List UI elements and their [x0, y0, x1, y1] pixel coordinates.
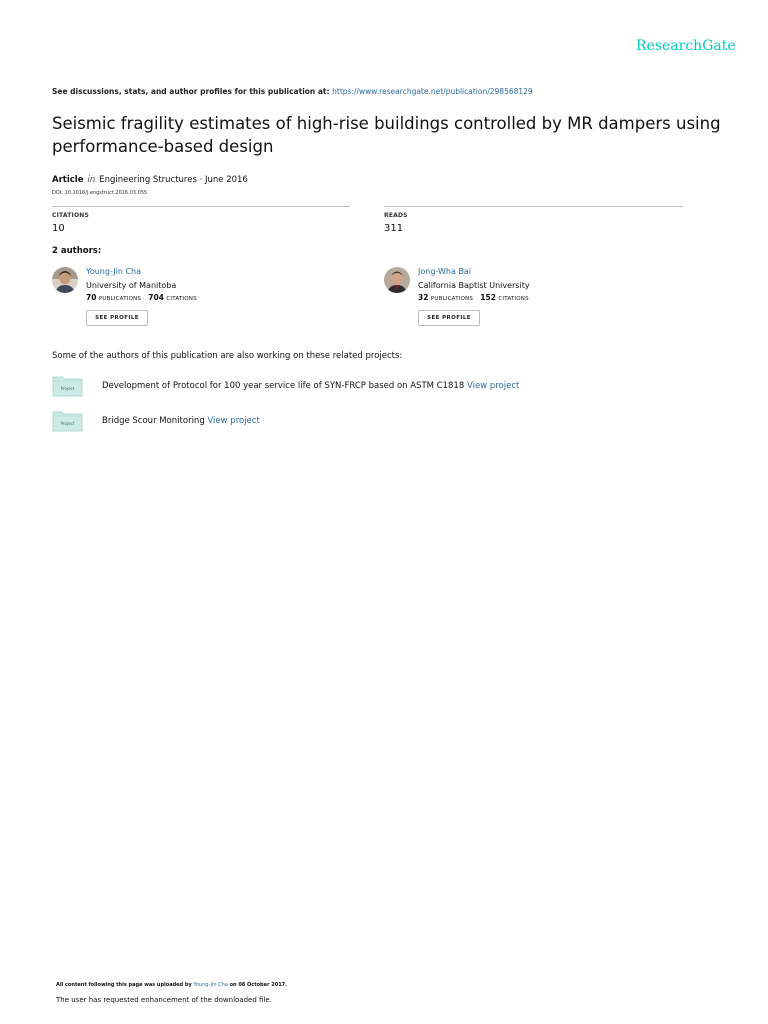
researchgate-logo[interactable]: ResearchGate	[636, 38, 736, 54]
author-stats	[86, 293, 197, 302]
enhancement-note: The user has requested enhancement of the downloaded file.	[56, 996, 272, 1004]
view-project-link[interactable]: View project	[207, 416, 260, 426]
author-stats	[418, 293, 529, 302]
article-meta	[52, 175, 248, 185]
author-name[interactable]: Jong-Wha Bai	[418, 267, 472, 276]
author-citations-label: CITATIONS	[166, 296, 197, 302]
authors-heading: 2 authors:	[52, 246, 102, 256]
publication-url-link[interactable]: https://www.researchgate.net/publication/298568129	[332, 87, 533, 96]
author-photo-icon	[384, 267, 410, 293]
reads-label: READS	[384, 212, 408, 219]
author-photo-icon	[52, 267, 78, 293]
author-institution: California Baptist University	[418, 281, 530, 290]
project-folder-icon[interactable]	[52, 375, 83, 397]
upload-suffix: on 08 October 2017.	[227, 982, 288, 988]
related-projects-heading: Some of the authors of this publication are also working on these related projects:	[52, 351, 403, 361]
citations-label: CITATIONS	[52, 212, 90, 219]
project-title: Bridge Scour Monitoring	[102, 416, 205, 426]
avatar[interactable]	[384, 267, 410, 293]
in-word: in	[87, 175, 96, 185]
reads-count: 311	[384, 223, 404, 234]
project-icon-label: Project	[60, 421, 75, 426]
divider-reads	[384, 206, 683, 207]
divider-citations	[52, 206, 350, 207]
author-publications-count: 70	[86, 293, 97, 302]
author-citations-count: 152	[480, 293, 496, 302]
avatar[interactable]	[52, 267, 78, 293]
project-folder-icon[interactable]	[52, 410, 83, 432]
publication-title: Seismic fragility estimates of high-rise buildings controlled by MR dampers using performance-based design	[52, 114, 721, 156]
article-type: Article	[52, 175, 84, 185]
discussion-line	[52, 87, 533, 96]
see-profile-button[interactable]: SEE PROFILE	[418, 310, 480, 326]
citations-count: 10	[52, 223, 65, 234]
project-icon-label: Project	[60, 386, 75, 391]
journal-date: Engineering Structures · June 2016	[99, 175, 248, 185]
project-title: Development of Protocol for 100 year service life of SYN-FRCP based on ASTM C1818	[102, 381, 465, 391]
doi: DOI: 10.1016/j.engstruct.2016.03.055	[52, 190, 148, 196]
author-name[interactable]: Young-Jin Cha	[86, 267, 142, 276]
author-publications-count: 32	[418, 293, 429, 302]
author-citations-label: CITATIONS	[498, 296, 529, 302]
see-profile-button[interactable]: SEE PROFILE	[86, 310, 148, 326]
project-item	[102, 416, 260, 426]
project-item	[102, 381, 519, 391]
author-institution: University of Manitoba	[86, 281, 177, 290]
discussion-prefix: See discussions, stats, and author profiles for this publication at:	[52, 87, 333, 96]
author-citations-count: 704	[148, 293, 164, 302]
upload-prefix: All content following this page was uploaded by	[56, 982, 194, 988]
author-publications-label: PUBLICATIONS	[98, 296, 142, 302]
upload-note	[56, 982, 287, 988]
view-project-link[interactable]: View project	[466, 381, 520, 391]
author-publications-label: PUBLICATIONS	[430, 296, 474, 302]
uploader-link[interactable]: Young-Jin Cha	[193, 982, 228, 988]
